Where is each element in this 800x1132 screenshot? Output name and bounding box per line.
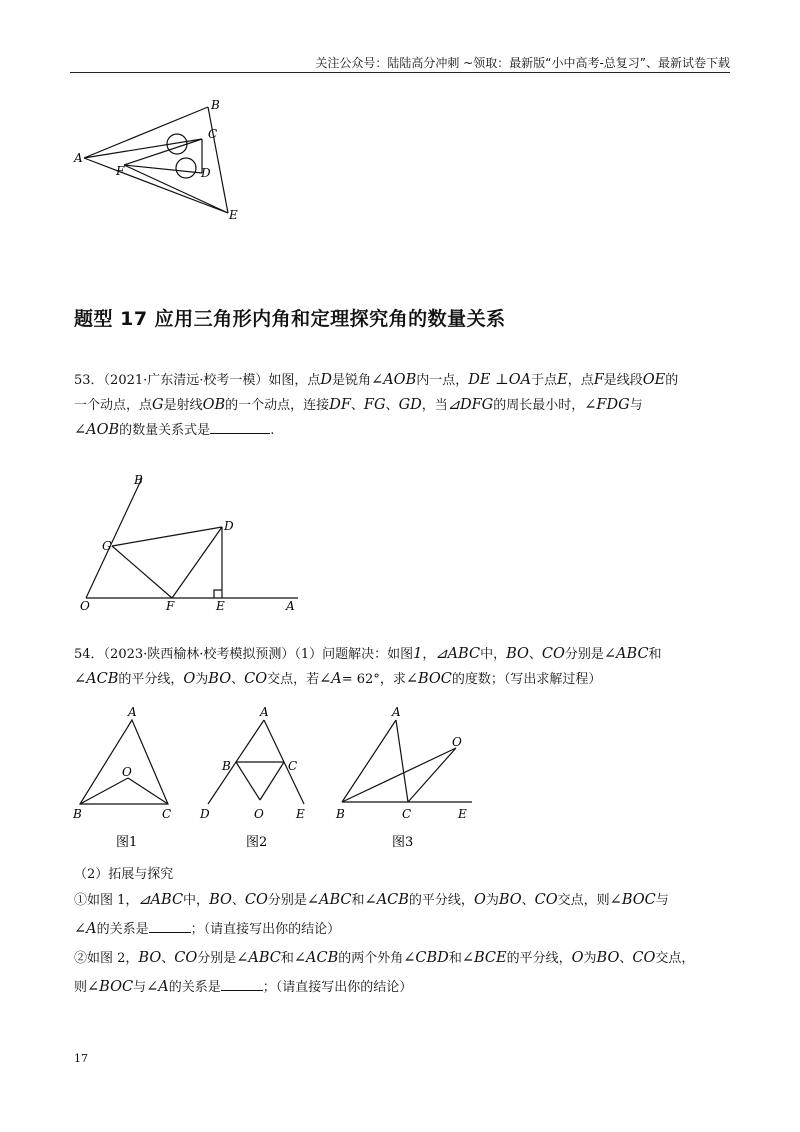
- question-53: [74, 368, 730, 443]
- part2-text: 和: [448, 951, 462, 966]
- label-F: F: [116, 164, 125, 178]
- part2-text: ①如图 1，: [74, 893, 139, 908]
- caption-fig1: 图1: [116, 835, 138, 850]
- q53-text: 、: [350, 398, 364, 413]
- part2-text: 的平分线，: [506, 951, 572, 966]
- q53-text: 于点: [531, 373, 558, 388]
- part2-text: 的关系是: [168, 980, 221, 995]
- q53-text: 内一点，: [416, 373, 469, 388]
- part2-var: BO: [596, 950, 620, 966]
- part2-text: 与: [655, 893, 669, 908]
- part2-line-2: [74, 915, 730, 944]
- part2-var: CO: [174, 950, 198, 966]
- part2-text: 和: [351, 893, 365, 908]
- part-2: [74, 864, 730, 1002]
- q54-math: ∠A: [319, 671, 342, 687]
- q53-line-2: [74, 393, 730, 418]
- q54-text: 的平分线，: [118, 672, 184, 687]
- part2-title: （2）拓展与探究: [74, 867, 174, 882]
- q53-text: 的数量关系式是: [119, 423, 211, 438]
- triangle-ABC: [80, 720, 168, 804]
- right-angle-mark: [214, 590, 222, 598]
- part2-var: CO: [244, 892, 268, 908]
- q53-var: GD: [398, 397, 422, 413]
- label-E: E: [296, 807, 305, 821]
- q54-text: ，: [422, 647, 436, 662]
- part2-text: ；（请直接写出你的结论）: [190, 922, 341, 937]
- part2-text: 与: [133, 980, 147, 995]
- line-GD: [112, 527, 222, 546]
- part2-line-1: [74, 886, 730, 915]
- q54-var: O: [183, 671, 196, 687]
- label-C: C: [208, 127, 218, 141]
- figure-54-3-svg: [334, 706, 484, 856]
- q53-text: ，当: [421, 398, 448, 413]
- q53-math: ∠AOB: [74, 422, 120, 438]
- header-rule: [70, 72, 730, 73]
- part2-var: BO: [209, 892, 232, 908]
- part2-math: ∠A: [146, 979, 169, 995]
- page-number: 17: [74, 1052, 88, 1065]
- q53-text: 一个动点，点: [74, 398, 153, 413]
- figure-54-3: [334, 706, 484, 856]
- q54-text: 的度数；（写出求解过程）: [451, 672, 602, 687]
- label-A: A: [260, 705, 269, 719]
- label-D: D: [201, 166, 211, 180]
- label-B: B: [222, 759, 231, 773]
- figure-54-2-svg: [198, 706, 328, 856]
- label-B: B: [134, 473, 143, 487]
- label-F: F: [166, 599, 175, 613]
- line-FD: [124, 165, 202, 173]
- q53-math: ∠FDG: [584, 397, 630, 413]
- part2-text: 、: [231, 893, 245, 908]
- q54-math: ⊿ABC: [435, 646, 481, 662]
- q54-text: 为: [195, 672, 209, 687]
- q54-text: 、: [231, 672, 245, 687]
- figure-53-svg: [76, 472, 306, 612]
- part2-math: ∠BCE: [461, 950, 507, 966]
- q54-text: 和: [648, 647, 662, 662]
- q54-var: CO: [541, 646, 565, 662]
- part2-text: 、: [521, 893, 535, 908]
- q54-math: = 62°: [341, 672, 380, 687]
- q54-line-1: [74, 642, 730, 667]
- q54-math: ∠BOC: [405, 671, 452, 687]
- label-C: C: [162, 807, 172, 821]
- q54-var: CO: [244, 671, 268, 687]
- q53-text: 是线段: [603, 373, 643, 388]
- part2-var: BO: [498, 892, 522, 908]
- part2-line-4: [74, 973, 730, 1002]
- label-E: E: [216, 599, 225, 613]
- label-C: C: [402, 807, 412, 821]
- label-B: B: [73, 807, 82, 821]
- q53-var: OB: [202, 397, 226, 413]
- figure-top: [70, 95, 270, 230]
- part2-text: 为: [583, 951, 597, 966]
- label-C: C: [288, 759, 298, 773]
- line-FE: [124, 165, 228, 213]
- answer-blank[interactable]: [149, 920, 191, 933]
- figure-54-1-svg: [70, 706, 190, 856]
- q53-text: 是锐角: [332, 373, 372, 388]
- part2-var: BO: [138, 950, 162, 966]
- part2-text: 为: [485, 893, 499, 908]
- part2-math: ⊿ABC: [138, 892, 184, 908]
- part2-var: CO: [534, 892, 558, 908]
- part2-text: 的关系是: [96, 922, 149, 937]
- section-title: 题型 17 应用三角形内角和定理探究角的数量关系: [74, 308, 506, 330]
- q53-var: DF: [329, 397, 351, 413]
- q54-var: BO: [506, 646, 529, 662]
- q53-var: F: [593, 372, 604, 388]
- figure-53: [76, 472, 306, 612]
- part2-math: ∠ABC: [306, 892, 352, 908]
- line-AB: [84, 107, 208, 158]
- q53-var: E: [557, 372, 568, 388]
- label-B: B: [336, 807, 345, 821]
- label-A: A: [128, 705, 137, 719]
- q54-text: ，求: [379, 672, 406, 687]
- part2-math: ∠BOC: [87, 979, 134, 995]
- label-O: O: [254, 807, 264, 821]
- q54-math: ∠ACB: [74, 671, 119, 687]
- q53-text: 的: [665, 373, 679, 388]
- q54-text: 、: [528, 647, 542, 662]
- q54-math: ∠ABC: [603, 646, 649, 662]
- line-CO: [408, 748, 456, 802]
- q53-text: 与: [629, 398, 643, 413]
- figure-54-2: [198, 706, 328, 856]
- q53-var: G: [152, 397, 164, 413]
- part2-math: ∠A: [74, 921, 97, 937]
- part2-var: CO: [632, 950, 656, 966]
- line-CO: [260, 762, 284, 800]
- q54-text: 交点，若: [267, 672, 320, 687]
- line-AC: [84, 139, 202, 158]
- label-D: D: [224, 519, 234, 533]
- part2-math: ∠ACB: [293, 950, 339, 966]
- line-GF: [112, 546, 172, 598]
- q53-var: D: [320, 372, 333, 388]
- q53-var: FG: [363, 397, 386, 413]
- part2-text: 分别是: [197, 951, 237, 966]
- part2-text: 、: [619, 951, 633, 966]
- part2-math: ∠ACB: [364, 892, 409, 908]
- part2-var: O: [473, 892, 486, 908]
- question-54: [74, 642, 730, 692]
- q53-line-3: [74, 418, 730, 443]
- q53-source: 53．（2021·广东清远·校考一模）如图，点: [74, 373, 321, 388]
- page-header: 关注公众号：陆陆高分冲刺 ~领取：最新版“小中高考-总复习”、最新试卷下载: [315, 56, 730, 70]
- part2-text: 的平分线，: [408, 893, 474, 908]
- part2-text: 则: [74, 980, 88, 995]
- part2-text: 分别是: [267, 893, 307, 908]
- line-FD: [172, 527, 222, 598]
- label-A: A: [74, 151, 83, 165]
- q54-text: 中，: [480, 647, 507, 662]
- part2-line-3: [74, 944, 730, 973]
- q53-text: 的周长最小时，: [493, 398, 585, 413]
- q53-text: 的一个动点，连接: [225, 398, 330, 413]
- line-BO: [80, 778, 128, 804]
- caption-fig3: 图3: [392, 835, 414, 850]
- line-FC: [124, 139, 202, 165]
- part2-text: 、: [161, 951, 175, 966]
- q53-text: ，点: [567, 373, 594, 388]
- line-AC: [396, 720, 408, 802]
- label-A: A: [286, 599, 295, 613]
- answer-blank[interactable]: [221, 978, 263, 991]
- part2-text: 交点，: [655, 951, 695, 966]
- part2-math: ∠CBD: [403, 950, 449, 966]
- label-O: O: [452, 735, 462, 749]
- ray-OB: [86, 478, 142, 598]
- line-BO: [236, 762, 260, 800]
- q54-line-2: [74, 667, 730, 692]
- circle-lower: [176, 158, 196, 178]
- part2-var: O: [571, 950, 584, 966]
- q54-source: 54．（2023·陕西榆林·校考模拟预测）（1）问题解决：如图: [74, 647, 414, 662]
- label-B: B: [211, 98, 220, 112]
- q54-var: 1: [413, 646, 423, 662]
- label-E: E: [458, 807, 467, 821]
- part2-text: 交点，则: [557, 893, 610, 908]
- q53-math: ⊿DFG: [447, 397, 494, 413]
- q54-var: BO: [208, 671, 232, 687]
- q54-text: 分别是: [564, 647, 604, 662]
- figure-top-svg: [70, 95, 270, 230]
- answer-blank[interactable]: [210, 421, 270, 434]
- line-BE: [208, 107, 228, 213]
- part2-text: 和: [280, 951, 294, 966]
- label-O: O: [80, 599, 90, 613]
- q53-math: DE ⊥OA: [468, 372, 532, 388]
- figure-54-1: [70, 706, 190, 856]
- q53-text: 是射线: [163, 398, 203, 413]
- part2-text: 的两个外角: [338, 951, 404, 966]
- part2-math: ∠BOC: [609, 892, 656, 908]
- part2-math: ∠ABC: [236, 950, 281, 966]
- q53-text: .: [270, 423, 275, 438]
- label-E: E: [229, 208, 238, 222]
- q53-line-1: [74, 368, 730, 393]
- q53-text: 、: [385, 398, 399, 413]
- part2-text: ；（请直接写出你的结论）: [262, 980, 413, 995]
- part2-text: 中，: [183, 893, 210, 908]
- label-D: D: [200, 807, 210, 821]
- q53-var: OE: [642, 372, 666, 388]
- label-G: G: [102, 539, 112, 553]
- label-O: O: [122, 765, 132, 779]
- part2-text: ②如图 2，: [74, 951, 139, 966]
- q53-math: ∠AOB: [371, 372, 417, 388]
- caption-fig2: 图2: [246, 835, 268, 850]
- label-A: A: [392, 705, 401, 719]
